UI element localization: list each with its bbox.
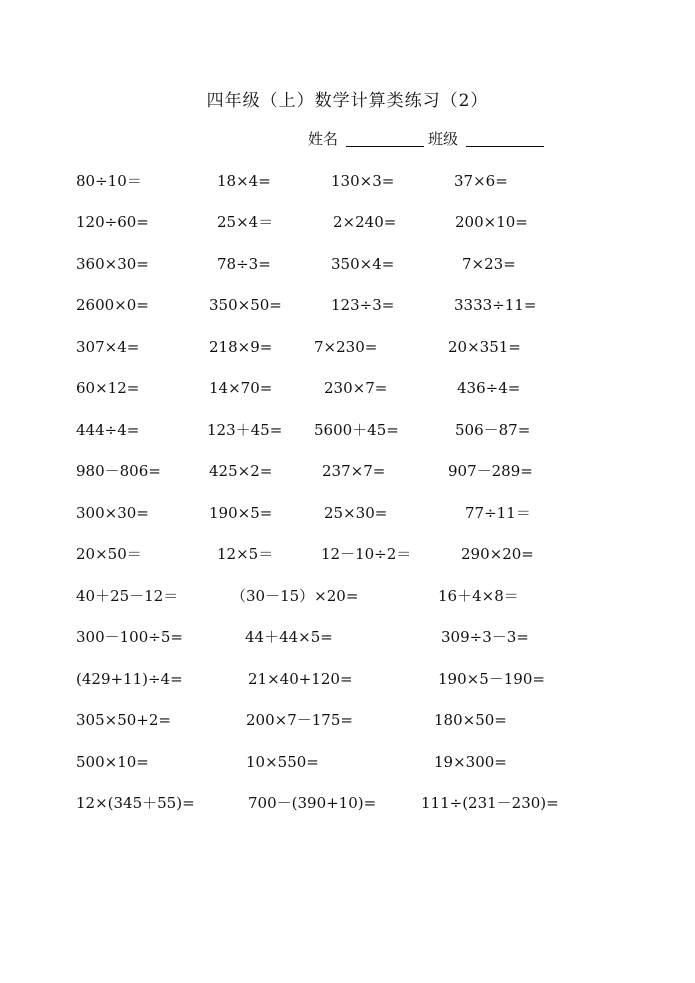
problem-r14-c2: 200×7－175= — [246, 711, 353, 729]
problem-r11-c1: 40＋25－12＝ — [76, 587, 179, 605]
problem-r15-c2: 10×550= — [246, 753, 319, 771]
problem-r13-c2: 21×40+120= — [248, 670, 353, 688]
problem-r5-c2: 218×9= — [209, 338, 273, 356]
problem-r1-c4: 37×6= — [454, 172, 508, 190]
problem-r6-c3: 230×7= — [324, 379, 388, 397]
problem-r13-c3: 190×5－190= — [438, 670, 545, 688]
problem-r4-c4: 3333÷11= — [454, 296, 537, 314]
student-info-line — [308, 128, 548, 149]
problem-r11-c2: （30－15）×20= — [231, 587, 359, 605]
class-blank[interactable] — [466, 146, 544, 147]
page-title: 四年级（上）数学计算类练习（2） — [206, 91, 489, 111]
class-label: 班级 — [428, 130, 459, 148]
problem-r11-c3: 16＋4×8＝ — [438, 587, 519, 605]
problem-r8-c4: 907－289= — [448, 462, 533, 480]
problem-r7-c4: 506－87= — [455, 421, 531, 439]
problem-r9-c4: 77÷11＝ — [465, 504, 531, 522]
problem-r3-c3: 350×4= — [331, 255, 395, 273]
problem-r9-c2: 190×5= — [209, 504, 273, 522]
problem-r10-c2: 12×5＝ — [217, 545, 274, 563]
problem-r15-c3: 19×300= — [434, 753, 507, 771]
problem-r5-c3: 7×230= — [314, 338, 378, 356]
problem-r8-c2: 425×2= — [209, 462, 273, 480]
problem-r12-c1: 300－100÷5= — [76, 628, 183, 646]
problem-r5-c4: 20×351= — [448, 338, 521, 356]
problem-r9-c1: 300×30= — [76, 504, 149, 522]
problem-r3-c1: 360×30= — [76, 255, 149, 273]
problem-r8-c3: 237×7= — [322, 462, 386, 480]
problem-r3-c2: 78÷3= — [217, 255, 271, 273]
problem-r2-c2: 25×4＝ — [217, 213, 274, 231]
problem-r14-c1: 305×50+2= — [76, 711, 171, 729]
problem-r9-c3: 25×30= — [324, 504, 388, 522]
problem-r5-c1: 307×4= — [76, 338, 140, 356]
problem-r4-c2: 350×50= — [209, 296, 282, 314]
problem-r2-c1: 120÷60= — [76, 213, 149, 231]
problem-r6-c1: 60×12= — [76, 379, 140, 397]
problem-r15-c1: 500×10= — [76, 753, 149, 771]
problem-r16-c1: 12×(345＋55)= — [76, 794, 195, 812]
problem-r14-c3: 180×50= — [434, 711, 507, 729]
problem-r1-c2: 18×4= — [217, 172, 271, 190]
problem-r7-c3: 5600＋45= — [314, 421, 399, 439]
problem-r12-c3: 309÷3－3= — [441, 628, 529, 646]
problem-r2-c3: 2×240= — [333, 213, 397, 231]
problem-r1-c1: 80÷10＝ — [76, 172, 142, 190]
name-label: 姓名 — [308, 130, 339, 148]
problem-r10-c3: 12－10÷2＝ — [321, 545, 412, 563]
problem-r7-c2: 123＋45= — [207, 421, 283, 439]
problem-r2-c4: 200×10= — [455, 213, 528, 231]
problem-r4-c1: 2600×0= — [76, 296, 149, 314]
problem-r1-c3: 130×3= — [331, 172, 395, 190]
problem-r16-c2: 700－(390+10)= — [248, 794, 377, 812]
problem-r4-c3: 123÷3= — [331, 296, 395, 314]
problem-r3-c4: 7×23= — [462, 255, 516, 273]
problem-r7-c1: 444÷4= — [76, 421, 140, 439]
problem-r10-c1: 20×50＝ — [76, 545, 142, 563]
problem-r16-c3: 111÷(231－230)= — [421, 794, 559, 812]
problem-r12-c2: 44＋44×5= — [245, 628, 333, 646]
problem-r6-c2: 14×70= — [209, 379, 273, 397]
problem-r10-c4: 290×20= — [461, 545, 534, 563]
problem-r13-c1: (429+11)÷4= — [76, 670, 183, 688]
problem-r8-c1: 980－806= — [76, 462, 161, 480]
problem-r6-c4: 436÷4= — [457, 379, 521, 397]
name-blank[interactable] — [346, 146, 424, 147]
